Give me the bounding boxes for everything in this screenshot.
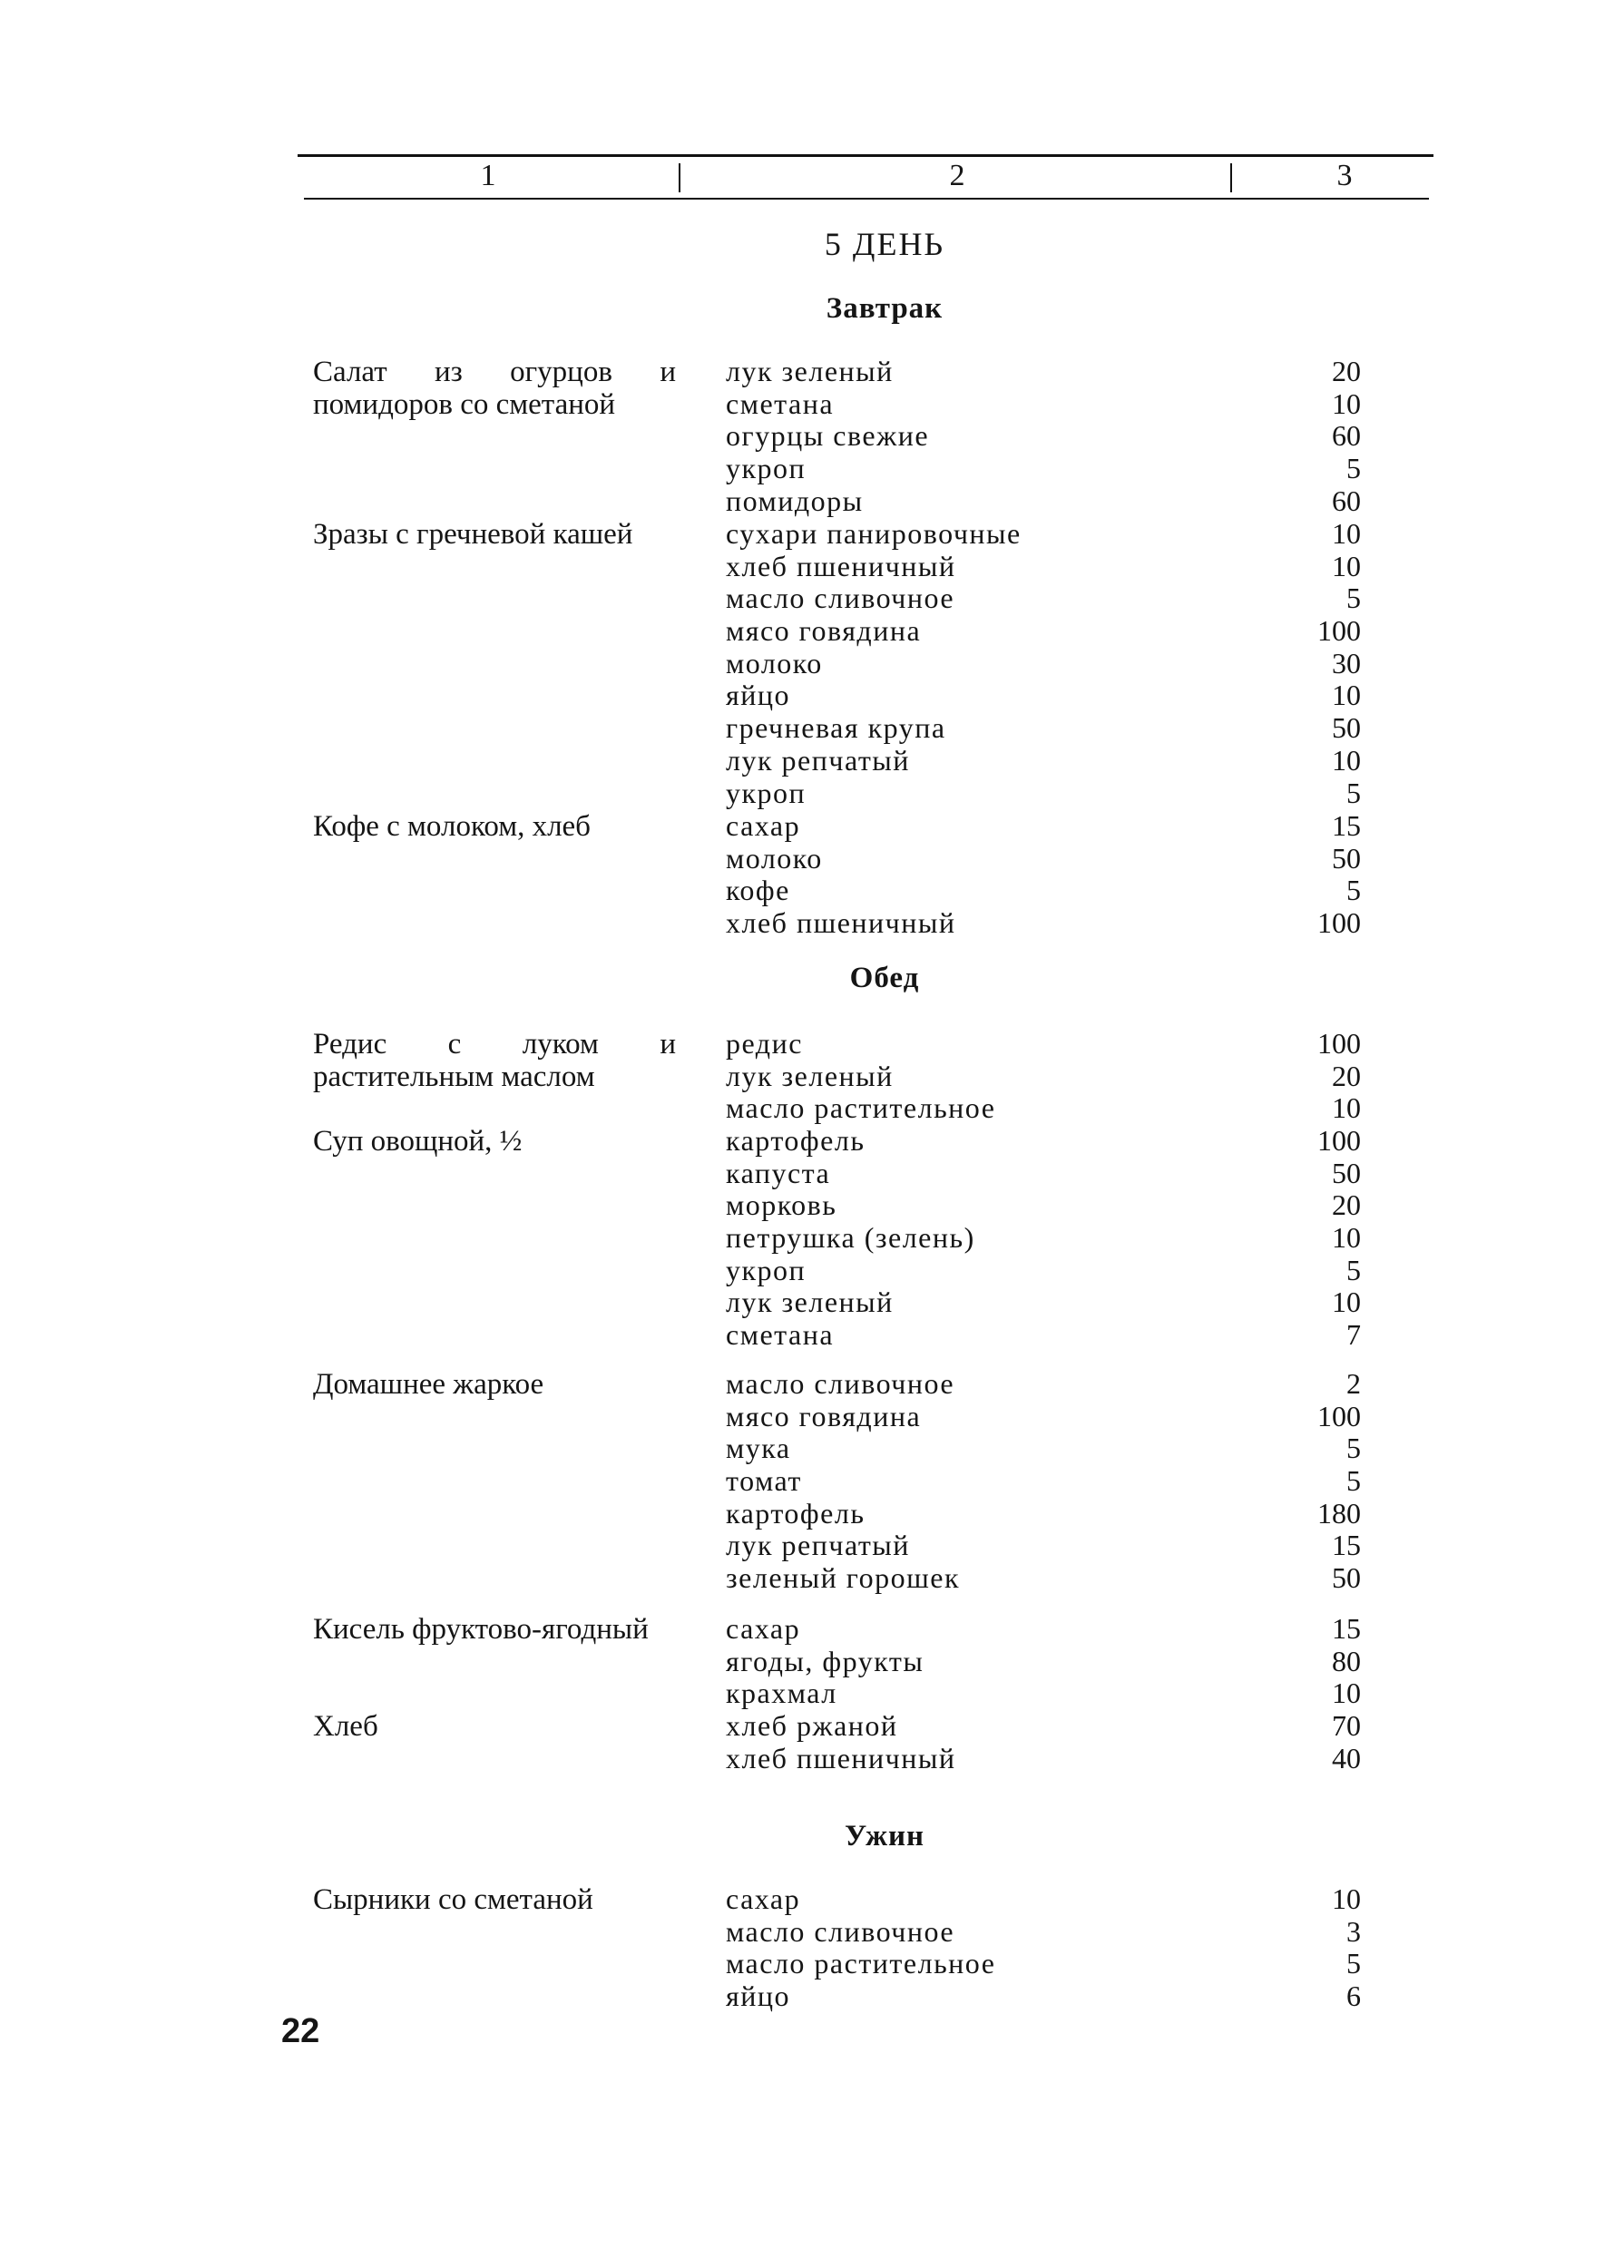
ingredient-qty: 5 [1346,776,1361,809]
ingredient-name: крахмал [726,1677,837,1710]
ingredient-name: капуста [726,1156,831,1189]
ingredient-list [726,1125,1361,1352]
ingredient-row [726,1158,1361,1190]
ingredient-qty: 5 [1346,1253,1361,1286]
column-header-2: 2 [949,159,965,192]
ingredient-qty: 15 [1332,1612,1361,1645]
ingredient-qty: 100 [1317,1027,1361,1060]
ingredient-qty: 5 [1346,874,1361,907]
page-number: 22 [281,2012,320,2050]
ingredient-name: хлеб ржаной [726,1709,898,1742]
ingredient-qty: 10 [1332,1677,1361,1710]
meal-title-lunch: Обед [849,962,920,994]
ingredient-qty: 15 [1332,809,1361,842]
ingredient-name: сметана [726,1318,835,1352]
ingredient-row [726,1498,1361,1530]
ingredient-qty: 50 [1332,1561,1361,1595]
ingredient-name: мясо говядина [726,1399,922,1432]
ingredient-row [726,1061,1361,1093]
ingredient-qty: 30 [1332,646,1361,679]
ingredient-qty: 10 [1332,743,1361,777]
ingredient-name: укроп [726,1253,807,1286]
ingredient-row [726,1125,1361,1158]
ingredient-qty: 50 [1332,711,1361,745]
ingredient-row [726,1883,1361,1916]
ingredient-name: хлеб пшеничный [726,549,956,582]
ingredient-row [726,1646,1361,1678]
ingredient-row [726,1286,1361,1319]
ingredient-row [726,1710,1361,1743]
ingredient-name: лук зеленый [726,355,894,387]
ingredient-qty: 10 [1332,549,1361,582]
ingredient-name: кофе [726,874,790,907]
ingredient-qty: 10 [1332,517,1361,550]
ingredient-name: ягоды, фрукты [726,1644,925,1677]
ingredient-row [726,745,1361,777]
ingredient-name: лук зеленый [726,1059,894,1092]
ingredient-qty: 10 [1332,1882,1361,1915]
ingredient-name: мясо говядина [726,614,922,648]
ingredient-qty: 5 [1346,1432,1361,1465]
column-header-3: 3 [1336,159,1353,192]
ingredient-qty: 10 [1332,1091,1361,1125]
ingredient-name: масло сливочное [726,1367,955,1400]
ingredient-qty: 15 [1332,1529,1361,1562]
ingredient-row [726,356,1361,388]
ingredient-qty: 3 [1346,1914,1361,1948]
ingredient-name: картофель [726,1496,866,1530]
ingredient-row [726,1980,1361,2013]
ingredient-qty: 10 [1332,1286,1361,1319]
ingredient-qty: 100 [1317,906,1361,940]
ingredient-list [726,1710,1361,1774]
dish-name: Сырники со сметаной [313,1883,593,1916]
ingredient-row [726,1432,1361,1465]
ingredient-qty: 20 [1332,1059,1361,1092]
dish-name: Редис с луком и растительным маслом [313,1028,676,1093]
ingredient-list [726,356,1361,517]
ingredient-row [726,1368,1361,1401]
day-title: 5 ДЕНЬ [824,226,945,262]
ingredient-row [726,1916,1361,1949]
ingredient-name: яйцо [726,679,790,712]
ingredient-name: сухари панировочные [726,517,1022,550]
ingredient-qty: 50 [1332,841,1361,875]
ingredient-qty: 80 [1332,1644,1361,1677]
ingredient-name: морковь [726,1188,837,1222]
ingredient-name: молоко [726,646,823,679]
ingredient-row [726,1613,1361,1646]
ingredient-name: масло сливочное [726,582,955,615]
ingredient-name: редис [726,1027,803,1060]
ingredient-qty: 40 [1332,1741,1361,1774]
dish-name: Кисель фруктово-ягодный [313,1613,649,1646]
ingredient-name: укроп [726,452,807,485]
ingredient-list [726,1613,1361,1710]
ingredient-qty: 100 [1317,1399,1361,1432]
ingredient-name: лук зеленый [726,1286,894,1319]
ingredient-row [726,907,1361,940]
ingredient-qty: 2 [1346,1367,1361,1400]
ingredient-row [726,1948,1361,1980]
ingredient-qty: 60 [1332,484,1361,517]
ingredient-name: зеленый горошек [726,1561,960,1595]
ingredient-row [726,1562,1361,1595]
dish-name: Зразы с гречневой кашей [313,518,633,551]
dish-name: Домашнее жаркое [313,1368,544,1401]
column-separator [1230,163,1232,192]
ingredient-name: сахар [726,1612,801,1645]
ingredient-row [726,777,1361,810]
ingredient-name: молоко [726,841,823,875]
ingredient-name: огурцы свежие [726,419,930,453]
ingredient-name: сахар [726,809,801,842]
ingredient-qty: 6 [1346,1980,1361,2013]
ingredient-name: укроп [726,776,807,809]
ingredient-qty: 20 [1332,355,1361,387]
ingredient-name: гречневая крупа [726,711,946,745]
ingredient-name: лук репчатый [726,743,910,777]
ingredient-qty: 5 [1346,1947,1361,1980]
table-header-rule [304,198,1429,200]
ingredient-row [726,388,1361,421]
dish-name: Суп овощной, ½ [313,1125,523,1158]
table-top-rule [298,154,1433,157]
ingredient-row [726,712,1361,745]
ingredient-row [726,1677,1361,1710]
ingredient-name: лук репчатый [726,1529,910,1562]
ingredient-qty: 50 [1332,1156,1361,1189]
ingredient-row [726,1222,1361,1255]
ingredient-list [726,810,1361,940]
ingredient-row [726,875,1361,907]
ingredient-list [726,518,1361,809]
ingredient-row [726,615,1361,648]
dish-name: Кофе с молоком, хлеб [313,810,591,843]
ingredient-row [726,1028,1361,1061]
ingredient-list [726,1368,1361,1595]
ingredient-row [726,1092,1361,1125]
dish-name: Хлеб [313,1710,378,1743]
ingredient-row [726,1319,1361,1352]
ingredient-qty: 60 [1332,419,1361,453]
ingredient-row [726,1530,1361,1562]
ingredient-row [726,582,1361,615]
ingredient-row [726,648,1361,680]
ingredient-name: масло растительное [726,1947,996,1980]
ingredient-row [726,679,1361,712]
ingredient-row [726,1255,1361,1287]
ingredient-qty: 10 [1332,1221,1361,1255]
ingredient-list [726,1883,1361,2013]
ingredient-row [726,551,1361,583]
ingredient-list [726,1028,1361,1125]
ingredient-row [726,1401,1361,1433]
ingredient-qty: 5 [1346,452,1361,485]
ingredient-row [726,1465,1361,1498]
ingredient-row [726,518,1361,551]
ingredient-name: масло сливочное [726,1914,955,1948]
ingredient-row [726,485,1361,518]
ingredient-qty: 5 [1346,582,1361,615]
ingredient-qty: 100 [1317,614,1361,648]
ingredient-name: томат [726,1464,802,1498]
ingredient-name: сахар [726,1882,801,1915]
meal-title-dinner: Ужин [844,1820,925,1853]
ingredient-row [726,843,1361,875]
ingredient-name: картофель [726,1124,866,1157]
ingredient-row [726,1189,1361,1222]
ingredient-name: помидоры [726,484,864,517]
ingredient-row [726,453,1361,485]
ingredient-qty: 5 [1346,1464,1361,1498]
ingredient-name: мука [726,1432,791,1465]
column-header-1: 1 [480,159,496,192]
ingredient-qty: 100 [1317,1124,1361,1157]
ingredient-name: сметана [726,386,835,420]
ingredient-row [726,420,1361,453]
ingredient-name: петрушка (зелень) [726,1221,975,1255]
ingredient-row [726,1743,1361,1775]
ingredient-name: масло растительное [726,1091,996,1125]
ingredient-qty: 70 [1332,1709,1361,1742]
dish-name: Салат из огурцов и помидоров со сметаной [313,356,676,421]
ingredient-qty: 10 [1332,679,1361,712]
ingredient-qty: 180 [1317,1496,1361,1530]
ingredient-qty: 10 [1332,386,1361,420]
ingredient-qty: 20 [1332,1188,1361,1222]
ingredient-name: хлеб пшеничный [726,1741,956,1774]
ingredient-name: хлеб пшеничный [726,906,956,940]
ingredient-row [726,810,1361,843]
ingredient-name: яйцо [726,1980,790,2013]
ingredient-qty: 7 [1346,1318,1361,1352]
meal-title-breakfast: Завтрак [826,292,944,325]
column-separator [679,163,680,192]
